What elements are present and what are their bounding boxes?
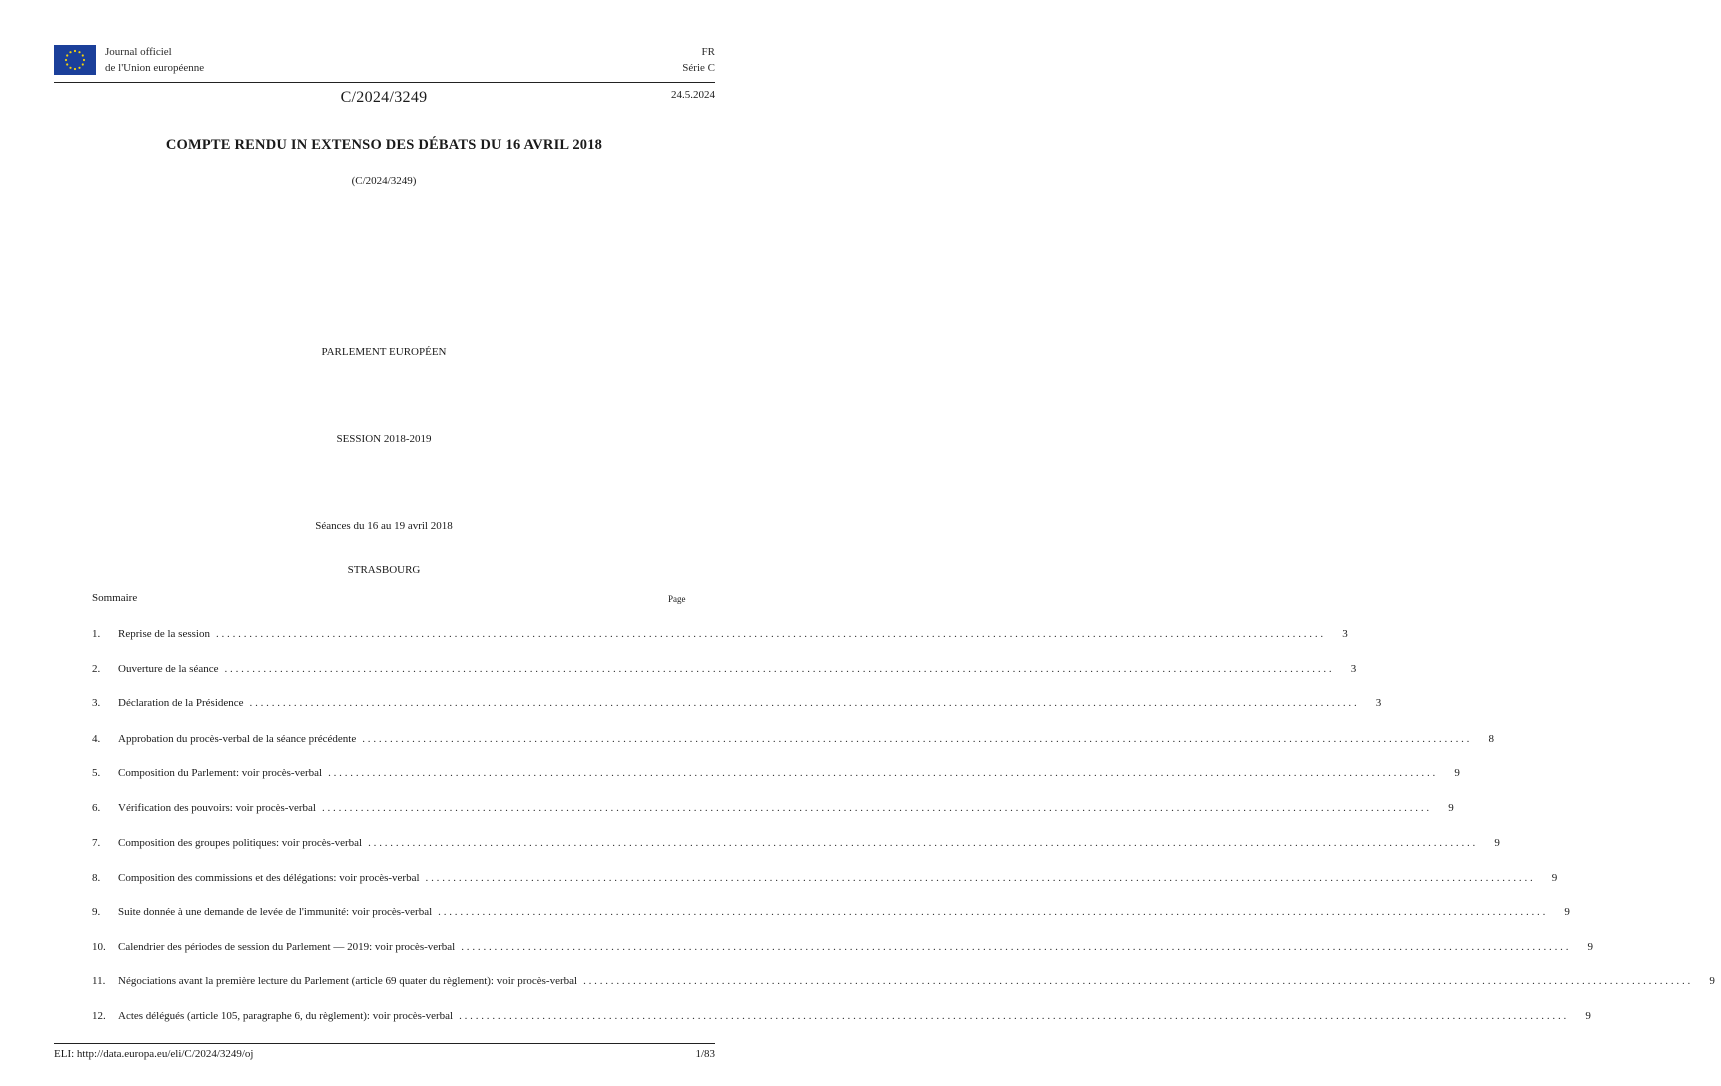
toc-leader-dots: ........................................................................................................................................................................................................ <box>321 802 1432 814</box>
publication-date: 24.5.2024 <box>671 89 715 101</box>
toc-item[interactable] <box>92 663 1357 679</box>
toc-leader-dots: ........................................................................................................................................................................................................ <box>583 975 1694 987</box>
toc-item-title: Composition des groupes politiques: voir procès-verbal <box>118 837 363 849</box>
toc-item-number: 10. <box>92 941 106 953</box>
toc-item-number: 8. <box>92 872 101 884</box>
summary-heading: Sommaire <box>92 592 138 604</box>
toc-item-number: 7. <box>92 837 101 849</box>
toc-leader-dots: ........................................................................................................................................................................................................ <box>368 837 1479 849</box>
toc-item-number: 2. <box>92 663 101 675</box>
toc-leader-dots: ........................................................................................................................................................................................................ <box>328 767 1439 779</box>
flag-star-icon <box>78 67 80 69</box>
journal-name-line2: de l'Union européenne <box>105 62 205 74</box>
toc-leader-dots: ........................................................................................................................................................................................................ <box>215 628 1326 640</box>
sittings-dates: Séances du 16 au 19 avril 2018 <box>315 520 453 532</box>
document-title: COMPTE RENDU IN EXTENSO DES DÉBATS DU 16 AVRIL 2018 <box>165 137 603 153</box>
toc-item-page: 9 <box>1494 837 1500 849</box>
toc-item-title: Suite donnée à une demande de levée de l'immunité: voir procès-verbal <box>118 906 433 918</box>
toc-item-title: Actes délégués (article 105, paragraphe 6, du règlement): voir procès-verbal <box>118 1010 454 1022</box>
flag-star-icon <box>69 67 71 69</box>
flag-star-icon <box>82 54 84 56</box>
toc-item[interactable] <box>92 628 1348 644</box>
toc-item[interactable] <box>92 975 1715 991</box>
toc-item[interactable] <box>92 697 1382 713</box>
flag-star-icon <box>66 63 68 65</box>
page-column-heading: Page <box>668 594 686 604</box>
toc-item-title: Vérification des pouvoirs: voir procès-verbal <box>118 802 316 814</box>
toc-item[interactable] <box>92 767 1460 783</box>
language-code: FR <box>701 46 715 58</box>
institution-name: PARLEMENT EUROPÉEN <box>321 346 447 358</box>
toc-item-page: 8 <box>1488 733 1494 745</box>
toc-item-page: 9 <box>1709 975 1715 987</box>
footer-divider <box>54 1043 715 1044</box>
flag-star-icon <box>65 59 67 61</box>
flag-star-icon <box>69 51 71 53</box>
toc-item-number: 4. <box>92 733 101 745</box>
toc-item-title: Composition des commissions et des délégations: voir procès-verbal <box>118 872 420 884</box>
toc-item-title: Reprise de la session <box>118 628 210 640</box>
toc-item-title: Déclaration de la Présidence <box>118 697 244 709</box>
toc-item-page: 9 <box>1448 802 1454 814</box>
toc-item-title: Calendrier des périodes de session du Parlement — 2019: voir procès-verbal <box>118 941 456 953</box>
toc-item[interactable] <box>92 837 1500 853</box>
toc-item-title: Approbation du procès-verbal de la séance précédente <box>118 733 357 745</box>
header-meta <box>682 44 715 76</box>
flag-star-icon <box>83 59 85 61</box>
flag-star-icon <box>78 51 80 53</box>
toc-item[interactable] <box>92 802 1454 818</box>
toc-leader-dots: ........................................................................................................................................................................................................ <box>459 1010 1570 1022</box>
toc-leader-dots: ........................................................................................................................................................................................................ <box>362 733 1473 745</box>
toc-leader-dots: ........................................................................................................................................................................................................ <box>461 941 1572 953</box>
toc-item[interactable] <box>92 941 1593 957</box>
toc-item-page: 3 <box>1375 697 1382 709</box>
journal-name-line1: Journal officiel <box>105 46 172 58</box>
eli-link[interactable]: ELI: http://data.europa.eu/eli/C/2024/3249/oj <box>54 1048 254 1060</box>
document-number: C/2024/3249 <box>340 89 428 106</box>
series-label: Série C <box>682 62 715 74</box>
toc-item-number: 6. <box>92 802 101 814</box>
flag-star-icon <box>82 63 84 65</box>
toc-item[interactable] <box>92 906 1570 922</box>
toc-item-page: 9 <box>1551 872 1558 884</box>
toc-item-page: 9 <box>1454 767 1460 779</box>
flag-star-icon <box>74 50 76 52</box>
toc-item[interactable] <box>92 872 1558 888</box>
document-reference: (C/2024/3249) <box>351 175 417 187</box>
flag-star-icon <box>74 68 76 70</box>
journal-name <box>105 44 204 76</box>
toc-leader-dots: ........................................................................................................................................................................................................ <box>438 906 1549 918</box>
place-name: STRASBOURG <box>347 564 421 576</box>
toc-item-page: 3 <box>1342 628 1348 640</box>
toc-item[interactable] <box>92 1010 1591 1026</box>
toc-item-number: 5. <box>92 767 101 779</box>
toc-item-number: 1. <box>92 628 101 640</box>
toc-item-title: Négociations avant la première lecture du Parlement (article 69 quater du règlement): voir procès-verbal <box>118 975 578 987</box>
eu-flag-icon <box>54 45 96 75</box>
session-label: SESSION 2018-2019 <box>336 433 432 445</box>
toc-item-number: 11. <box>92 975 106 987</box>
toc-leader-dots: ........................................................................................................................................................................................................ <box>425 872 1536 884</box>
toc-item-page: 9 <box>1585 1010 1591 1022</box>
toc-item-number: 3. <box>92 697 101 709</box>
toc-leader-dots: ........................................................................................................................................................................................................ <box>249 697 1360 709</box>
toc-leader-dots: ........................................................................................................................................................................................................ <box>224 663 1335 675</box>
toc-item-title: Ouverture de la séance <box>118 663 219 675</box>
toc-item-number: 9. <box>92 906 101 918</box>
header-divider <box>54 82 715 83</box>
toc-item-page: 3 <box>1350 663 1357 675</box>
toc-item-page: 9 <box>1564 906 1570 918</box>
toc-item-number: 12. <box>92 1010 106 1022</box>
toc-item[interactable] <box>92 733 1494 749</box>
toc-item-title: Composition du Parlement: voir procès-verbal <box>118 767 323 779</box>
toc-item-page: 9 <box>1587 941 1593 953</box>
flag-star-icon <box>66 54 68 56</box>
page-number: 1/83 <box>695 1048 715 1060</box>
